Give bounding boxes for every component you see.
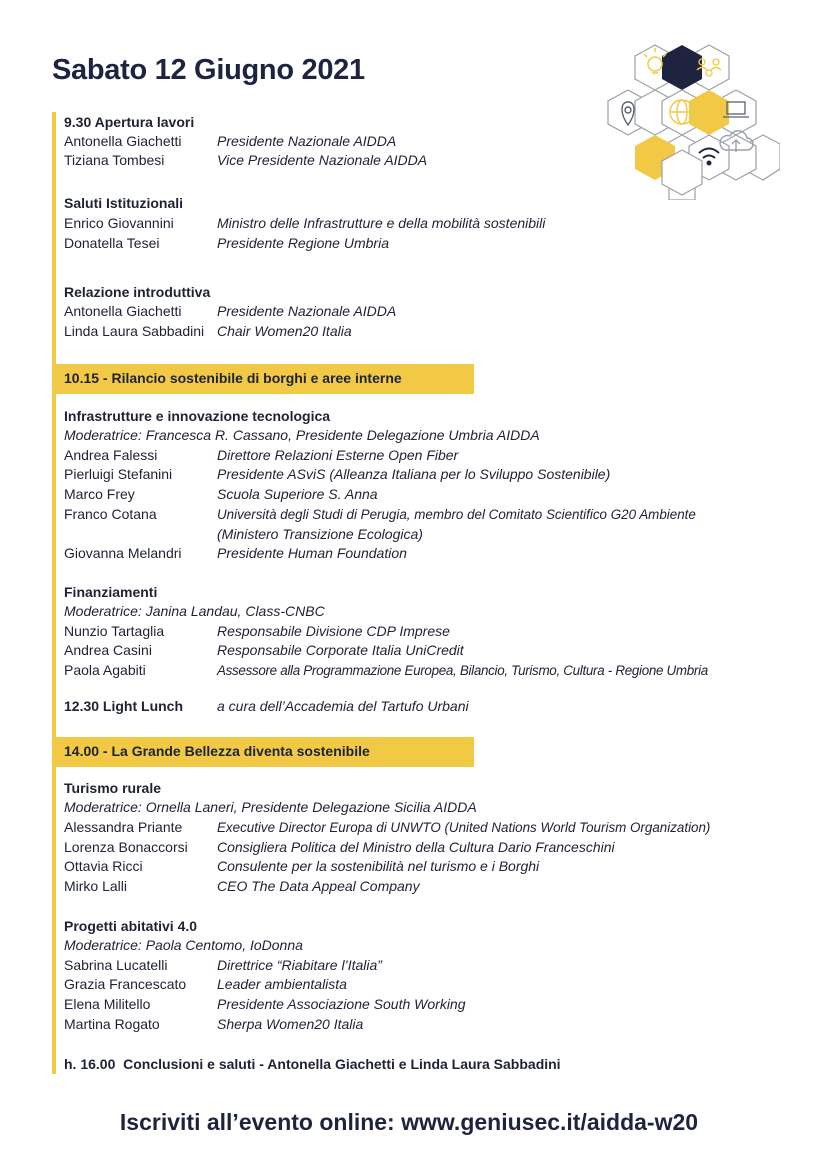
speaker-role: CEO The Data Appeal Company: [217, 878, 420, 894]
speaker-role: Chair Women20 Italia: [217, 323, 352, 339]
session-band: [56, 364, 474, 394]
accent-bar: [52, 112, 56, 1074]
speaker-name: Marco Frey: [64, 486, 135, 502]
speaker-name: Sabrina Lucatelli: [64, 957, 168, 973]
lunch-note: a cura dell’Accademia del Tartufo Urbani: [217, 698, 469, 714]
panel-heading: Progetti abitativi 4.0: [64, 918, 198, 934]
moderator: Moderatrice: Janina Landau, Class-CNBC: [64, 603, 325, 619]
speaker-role: Presidente Nazionale AIDDA: [217, 133, 397, 149]
speaker-name: Alessandra Priante: [64, 819, 183, 835]
speaker-role: Responsabile Corporate Italia UniCredit: [217, 642, 464, 658]
greetings-heading: Saluti Istituzionali: [64, 195, 184, 211]
speaker-name: Tiziana Tombesi: [64, 152, 165, 168]
speaker-role: Vice Presidente Nazionale AIDDA: [217, 152, 428, 168]
speaker-role: Presidente Nazionale AIDDA: [217, 303, 397, 319]
speaker-name: Pierluigi Stefanini: [64, 466, 173, 482]
panel-heading: Infrastrutture e innovazione tecnologica: [64, 408, 331, 424]
closing-line: h. 16.00 Conclusioni e saluti - Antonella Giachetti e Linda Laura Sabbadini: [64, 1056, 561, 1072]
speaker-role: Assessore alla Programmazione Europea, Bilancio, Turismo, Cultura - Regione Umbria: [217, 663, 708, 678]
session-band-label: 14.00 - La Grande Bellezza diventa sostenibile: [64, 743, 370, 759]
speaker-role: Consulente per la sostenibilità nel turismo e i Borghi: [217, 858, 540, 874]
speaker-name: Martina Rogato: [64, 1016, 160, 1032]
location-pin-icon: [622, 102, 634, 125]
speaker-role: Scuola Superiore S. Anna: [217, 486, 378, 502]
speaker-name: Antonella Giachetti: [64, 303, 182, 319]
speaker-name: Linda Laura Sabbadini: [64, 323, 205, 339]
speaker-name: Nunzio Tartaglia: [64, 623, 165, 639]
speaker-role: Executive Director Europa di UNWTO (United Nations World Tourism Organization): [217, 820, 711, 835]
moderator: Moderatrice: Ornella Laneri, Presidente Delegazione Sicilia AIDDA: [64, 799, 477, 815]
speaker-name: Paola Agabiti: [64, 662, 146, 678]
intro-heading: Relazione introduttiva: [64, 284, 211, 300]
speaker-role: Sherpa Women20 Italia: [217, 1016, 364, 1032]
panel-heading: Turismo rurale: [64, 780, 161, 796]
speaker-role: Ministro delle Infrastrutture e della mobilità sostenibili: [217, 215, 546, 231]
speaker-role-continued: (Ministero Transizione Ecologica): [217, 526, 423, 542]
speaker-role: Presidente Regione Umbria: [217, 235, 389, 251]
honeycomb-logo: [600, 40, 780, 200]
page-title: Sabato 12 Giugno 2021: [52, 54, 365, 86]
speaker-name: Ottavia Ricci: [64, 858, 143, 874]
speaker-role: Università degli Studi di Perugia, membro del Comitato Scientifico G20 Ambiente: [217, 507, 696, 522]
speaker-name: Giovanna Melandri: [64, 545, 182, 561]
speaker-name: Lorenza Bonaccorsi: [64, 839, 188, 855]
speaker-role: Presidente Associazione South Working: [217, 996, 466, 1012]
moderator: Moderatrice: Francesca R. Cassano, Presidente Delegazione Umbria AIDDA: [64, 427, 540, 443]
speaker-role: Responsabile Divisione CDP Imprese: [217, 623, 450, 639]
panel-heading: Finanziamenti: [64, 584, 158, 600]
speaker-name: Antonella Giachetti: [64, 133, 182, 149]
speaker-name: Andrea Casini: [64, 642, 152, 658]
speaker-role: Presidente Human Foundation: [217, 545, 407, 561]
speaker-role: Consigliera Politica del Ministro della Cultura Dario Franceschini: [217, 839, 615, 855]
session-band: [56, 737, 474, 767]
speaker-role: Direttrice “Riabitare l’Italia”: [217, 957, 382, 973]
speaker-name: Andrea Falessi: [64, 447, 158, 463]
speaker-role: Leader ambientalista: [217, 976, 347, 992]
speaker-name: Elena Militello: [64, 996, 151, 1012]
moderator: Moderatrice: Paola Centomo, IoDonna: [64, 937, 303, 953]
session-band-label: 10.15 - Rilancio sostenibile di borghi e aree interne: [64, 370, 402, 386]
speaker-role: Presidente ASviS (Alleanza Italiana per lo Sviluppo Sostenibile): [217, 466, 611, 482]
speaker-name: Mirko Lalli: [64, 878, 128, 894]
speaker-name: Grazia Francescato: [64, 976, 187, 992]
speaker-name: Franco Cotana: [64, 506, 157, 522]
opening-heading: 9.30 Apertura lavori: [64, 114, 195, 130]
lunch-label: 12.30 Light Lunch: [64, 698, 184, 714]
speaker-role: Direttore Relazioni Esterne Open Fiber: [217, 447, 459, 463]
registration-link[interactable]: Iscriviti all’evento online: www.geniusec.it/aidda-w20: [119, 1109, 699, 1135]
speaker-name: Donatella Tesei: [64, 235, 160, 251]
speaker-name: Enrico Giovannini: [64, 215, 174, 231]
